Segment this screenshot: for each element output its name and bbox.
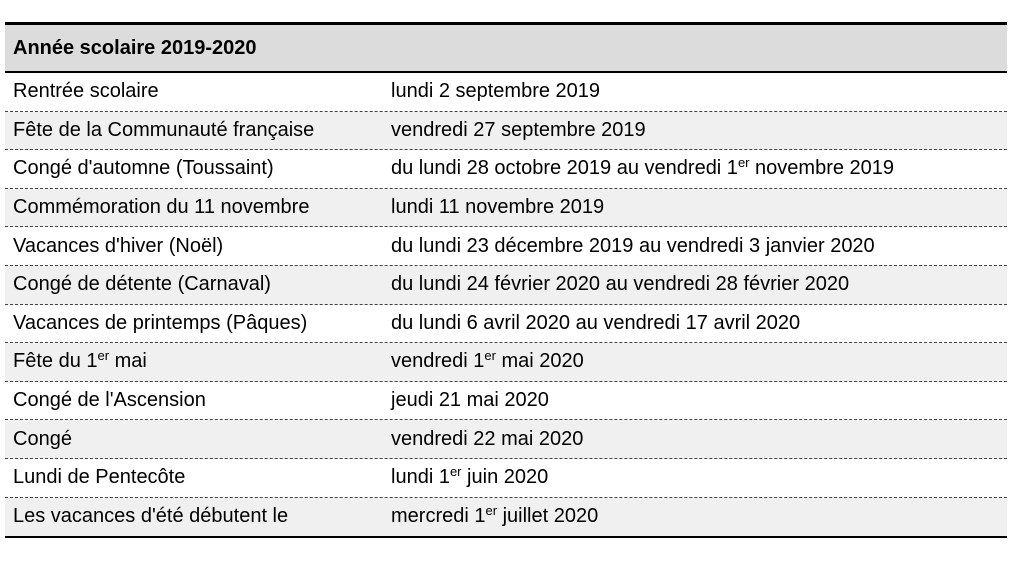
text-segment: jeudi 21 mai 2020 — [391, 389, 549, 412]
superscript: er — [97, 348, 110, 364]
text-segment: vendredi 1 — [391, 350, 485, 373]
superscript: er — [485, 503, 498, 519]
text-segment: lundi 2 septembre 2019 — [391, 80, 601, 103]
text-segment: Vacances d'hiver (Noël) — [13, 234, 224, 257]
text-segment: lundi 1 — [391, 466, 450, 489]
text-segment: juin 2020 — [461, 466, 549, 489]
event-cell — [5, 466, 381, 489]
text-segment: Fête du 1 — [13, 350, 98, 373]
text-segment: mai — [109, 350, 147, 373]
event-cell — [5, 80, 381, 103]
text-segment: Lundi de Pentecôte — [13, 466, 186, 489]
table-row — [5, 227, 1007, 266]
date-cell — [381, 466, 1007, 489]
text-segment: du lundi 24 février 2020 au vendredi 28 février 2020 — [391, 273, 850, 296]
superscript: er — [449, 464, 462, 480]
text-segment: Congé de détente (Carnaval) — [13, 273, 271, 296]
date-cell — [381, 389, 1007, 412]
table-row — [5, 189, 1007, 228]
table-row — [5, 112, 1007, 151]
text-segment: mercredi 1 — [391, 505, 486, 528]
table-row — [5, 266, 1007, 305]
text-segment: du lundi 6 avril 2020 au vendredi 17 avril 2020 — [391, 311, 801, 334]
text-segment: Rentrée scolaire — [13, 80, 159, 103]
table-row — [5, 498, 1007, 537]
event-cell — [5, 389, 381, 412]
text-segment: Commémoration du 11 novembre — [13, 196, 310, 219]
table-row — [5, 420, 1007, 459]
text-segment: vendredi 22 mai 2020 — [391, 427, 584, 450]
date-cell — [381, 235, 1007, 258]
event-cell — [5, 235, 381, 258]
table-title: Année scolaire 2019-2020 — [5, 25, 1007, 73]
school-calendar-table — [5, 22, 1007, 538]
table-row — [5, 459, 1007, 498]
table-row — [5, 150, 1007, 189]
text-segment: Congé d'automne (Toussaint) — [13, 157, 274, 180]
date-cell — [381, 273, 1007, 296]
table-row — [5, 305, 1007, 344]
table-row — [5, 73, 1007, 112]
text-segment: vendredi 27 septembre 2019 — [391, 118, 646, 141]
event-cell — [5, 312, 381, 335]
event-cell — [5, 119, 381, 142]
superscript: er — [737, 155, 750, 171]
date-cell — [381, 119, 1007, 142]
text-segment: Les vacances d'été débutent le — [13, 505, 289, 528]
event-cell — [5, 273, 381, 296]
event-cell — [5, 196, 381, 219]
text-segment: mai 2020 — [495, 350, 584, 373]
table-row — [5, 343, 1007, 382]
date-cell — [381, 350, 1007, 373]
text-segment: juillet 2020 — [497, 505, 599, 528]
date-cell — [381, 80, 1007, 103]
text-segment: Congé de l'Ascension — [13, 389, 206, 412]
text-segment: du lundi 28 octobre 2019 au vendredi 1 — [391, 157, 738, 180]
event-cell — [5, 350, 381, 373]
text-segment: du lundi 23 décembre 2019 au vendredi 3 janvier 2020 — [391, 234, 875, 257]
table-body — [5, 73, 1007, 536]
date-cell — [381, 157, 1007, 180]
table-row — [5, 382, 1007, 421]
event-cell — [5, 428, 381, 451]
text-segment: lundi 11 novembre 2019 — [391, 196, 605, 219]
text-segment: Congé — [13, 427, 72, 450]
superscript: er — [484, 348, 496, 364]
date-cell — [381, 505, 1007, 528]
text-segment: novembre 2019 — [749, 157, 895, 180]
text-segment: Vacances de printemps (Pâques) — [13, 311, 308, 334]
date-cell — [381, 428, 1007, 451]
date-cell — [381, 312, 1007, 335]
event-cell — [5, 157, 381, 180]
text-segment: Fête de la Communauté française — [13, 118, 315, 141]
event-cell — [5, 505, 381, 528]
date-cell — [381, 196, 1007, 219]
